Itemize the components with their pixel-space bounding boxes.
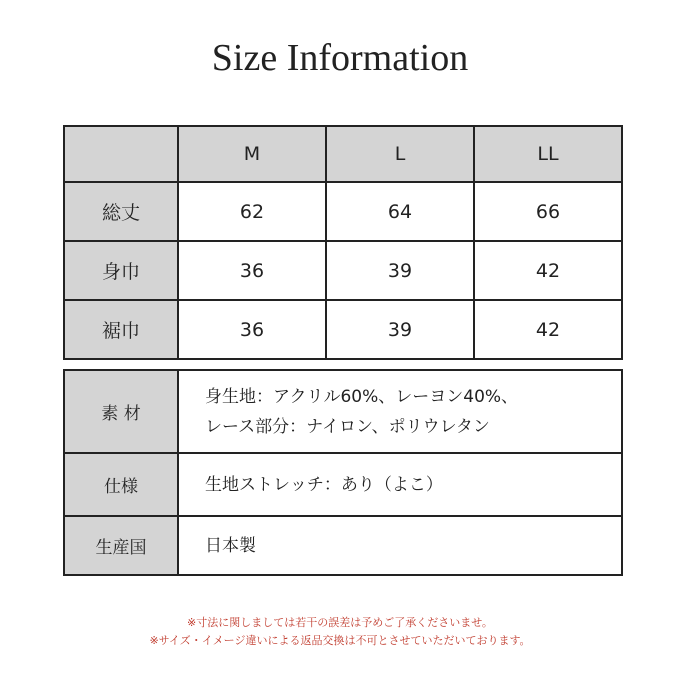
table-row: [64, 453, 622, 516]
origin-label: 生産国: [64, 516, 178, 575]
row-label-hem-width: 裾巾: [64, 300, 178, 359]
material-value: [178, 370, 622, 453]
cell-value: 62: [178, 182, 326, 241]
info-table: [63, 369, 623, 576]
note-line-2: ※サイズ・イメージ違いによる返品交換は不可とさせていただいております。: [149, 634, 531, 647]
row-label-length: 総丈: [64, 182, 178, 241]
table-row: [64, 516, 622, 575]
size-table: [63, 125, 623, 360]
size-header-ll: LL: [474, 126, 622, 182]
cell-value: 36: [178, 241, 326, 300]
size-header-m: M: [178, 126, 326, 182]
cell-value: 66: [474, 182, 622, 241]
page-title: Size Information: [211, 37, 469, 79]
cell-value: 39: [326, 300, 474, 359]
material-line-2: レース部分：ナイロン、ポリウレタン: [205, 416, 490, 437]
table-row: [64, 182, 622, 241]
size-header-corner: [64, 126, 178, 182]
cell-value: 42: [474, 241, 622, 300]
table-row: [64, 241, 622, 300]
cell-value: 42: [474, 300, 622, 359]
spec-label: 仕様: [64, 453, 178, 516]
cell-value: 36: [178, 300, 326, 359]
note-line-1: ※寸法に関しましては若干の誤差は予めご了承くださいませ。: [187, 616, 493, 629]
size-header-l: L: [326, 126, 474, 182]
cell-value: 39: [326, 241, 474, 300]
table-row: [64, 300, 622, 359]
row-label-body-width: 身巾: [64, 241, 178, 300]
cell-value: 64: [326, 182, 474, 241]
notes: [0, 614, 680, 650]
size-header-row: [64, 126, 622, 182]
material-line-1: 身生地：アクリル60%、レーヨン40%、: [205, 386, 519, 407]
origin-value: 日本製: [178, 516, 622, 575]
material-label: 素 材: [64, 370, 178, 453]
table-row: [64, 370, 622, 453]
spec-value: 生地ストレッチ：あり（よこ）: [178, 453, 622, 516]
